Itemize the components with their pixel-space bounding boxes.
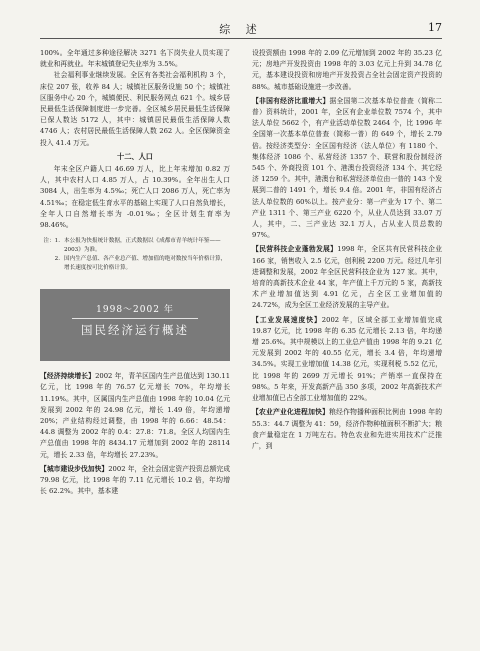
section-text: 1998 年，全区共有民营科技企业 166 家，销售收入 2.5 亿元，创利税 2200 万元。经过几年引进调整和发展，2002 年全区民营科技企业为 127 家。其中，培育的高新技术企业 44 家，年产值上千万元的 5 家，高新技术产业增加值达到 4.91 亿元，占全区工业增加值的 24.72%，成为全区工业经济发展的主导产业。 — [252, 245, 443, 310]
footnote-text: 本公报为快报统计数据，正式数据以《成都市青羊统计年鉴——2003》为准。 — [64, 238, 221, 254]
section-paragraph — [252, 96, 442, 242]
page-header — [40, 20, 442, 39]
paragraph: 100%。全年通过多种途径解决 3271 名下岗失业人员实现了就业和再就业。年末城镇登记失业率为 3.5%。 — [40, 49, 230, 69]
section-tag: 【 城市建设步伐加快 】 — [40, 465, 108, 473]
banner-title: 国民经济运行概述 — [81, 323, 189, 338]
banner-years: 1998～2002 年 — [72, 305, 198, 319]
section-text: 2002 年，青羊区国内生产总值达到 130.11 亿元，比 1998 年的 76.57 亿元增长 70%，年均增长 11.19%。其中，区属国内生产总值由 1998 年的 10.04 亿元发展到 2002 年的 24.98 亿元，增长 1.49 倍，年均递增 20%；产业结构经过调整，由 1998 年的 6.66：48.54：44.8 调整为 2002 年的 0.4：27.8：71.8。全区人均国内生产总值由 1998 年的 8434.17 元增加到 2002 年的 28114 元，增长 2.33 倍，年均增长 27.23%。 — [40, 372, 231, 459]
footnotes — [40, 237, 230, 273]
section-text: 据全国第二次基本单位普查（简称二普）资料统计，2001 年，全区有企业单位数 7574 个，其中法人单位 5662 个，有产业活动单位数 2464 个，比 1996 年全国第一次基本单位普查（简称一普）的 649 个，增长 2.79 倍。按经济类型分：全区国有经济（法人单位）有 1180 个、集体经济 1086 个、私营经济 1357 个、联营和股份制经济 545 个、外商投资 101 个、港澳台投资经济 134 个、其它经济 1259 个。其中，港澳台和私营经济单位由一普的 143 个发展到二普的 1491 个，增长 9.4 倍。2001 年，非国有经济占法人单位数的 60%以上。按产业分：第一产业为 17 个、第二产业 1311 个、第三产业 6220 个，从业人员达到 33.07 万人，其中，二、三产业达 32.1 万人，占从业人员总数的 97%。 — [252, 96, 443, 240]
section-tag: 【 经济持续增长 】 — [40, 372, 95, 380]
section-tag: 【 非国有经济比重增大 】 — [252, 97, 330, 105]
section-tag: 【 民营科技企业蓬勃发展 】 — [252, 245, 337, 253]
paragraph: 设投资额由 1998 年的 2.09 亿元增加到 2002 年的 35.23 亿元；房地产开发投资由 1998 年的 3.03 亿元上升到 34.78 亿元，基本建设投资和房地产开发投资占全社会固定资产投资的 88%。城市基础设施进一步改善。 — [252, 49, 442, 91]
section-paragraph — [40, 371, 230, 461]
section-text: 2002 年，全社会固定资产投资总额完成 79.98 亿元，比 1998 年的 7.11 亿元增长 10.2 倍，年均增长 62.2%。其中，基本建 — [40, 464, 231, 496]
footnote-number: 注：1. — [43, 238, 60, 245]
page-number: 17 — [428, 21, 442, 34]
section-tag: 【 农业产业化进程加快 】 — [252, 408, 329, 416]
right-column — [252, 48, 442, 452]
left-column — [40, 48, 230, 497]
section-text: 2002 年，区域全部工业增加值完成 19.87 亿元，比 1998 年的 6.35 亿元增长 2.13 倍，年均递增 25.6%。其中规模以上的工业总产值由 1998 年的 9.21 亿元发展到 2002 年的 40.55 亿元，增长 3.4 倍，年均递增 34.5%。实现工业增加值 14.38 亿元，实现利税 5.52 亿元，比 1998 年的 2699 万元增长 91%；产销率一直保持在 98%。5 年来，开发高新产品 350 多项，2002 年高新技术产业增加值已占全部工业增加值的 22%。 — [252, 315, 443, 403]
footnote-number: 2. — [54, 256, 60, 263]
footnote — [40, 255, 230, 273]
section-tag: 【 工业发展速度快 】 — [252, 316, 322, 324]
section-paragraph — [252, 244, 442, 311]
chapter-banner — [40, 289, 230, 361]
section-paragraph — [40, 464, 230, 498]
paragraph: 社会福利事业继续发展。全区有各类社会福利机构 3 个，床位 207 张，收养 84 人；城镇社区服务设施 50 个；城镇社区服务中心 20 个，城镇便民、利民服务网点 621 个。城乡居民最低生活保障制度进一步完善。全区城乡居民最低生活保障已保人数达 5172 人，其中：城镇居民最低生活保障人数 4746 人；农村居民最低生活保障人数 262 人。全区保障资金投入 41.4 万元。 — [40, 71, 230, 147]
section-paragraph — [252, 407, 442, 452]
footnote — [40, 237, 230, 255]
running-title: 综 述 — [219, 23, 263, 36]
section-paragraph — [252, 315, 442, 405]
footnote-text: 国内生产总值、各产业总产值、增加值的绝对数按当年价格计算，增长速度按可比价格计算。 — [64, 256, 227, 272]
section-heading: 十二、人口 — [117, 151, 153, 161]
paragraph: 年末全区户籍人口 46.69 万人，比上年末增加 0.82 万人，其中农村人口 4.85 万人，占 10.39%。全年出生人口 3084 人，出生率为 4.5‰；死亡人口 2086 万人，死亡率为 4.51‰；在稳定低生育水平的基础上实现了人口自然负增长，全年人口自然增长率为 -0.01‰；全区计划生育率为 98.46%。 — [40, 165, 230, 230]
section-text: 粮经作物播种面积比例由 1998 年的 55.3：44.7 调整为 41：59，经济作物种植面积不断扩大；粮食产量稳定在 1 万吨左右。特色农业和先进实用技术广泛推广，到 — [252, 408, 443, 450]
